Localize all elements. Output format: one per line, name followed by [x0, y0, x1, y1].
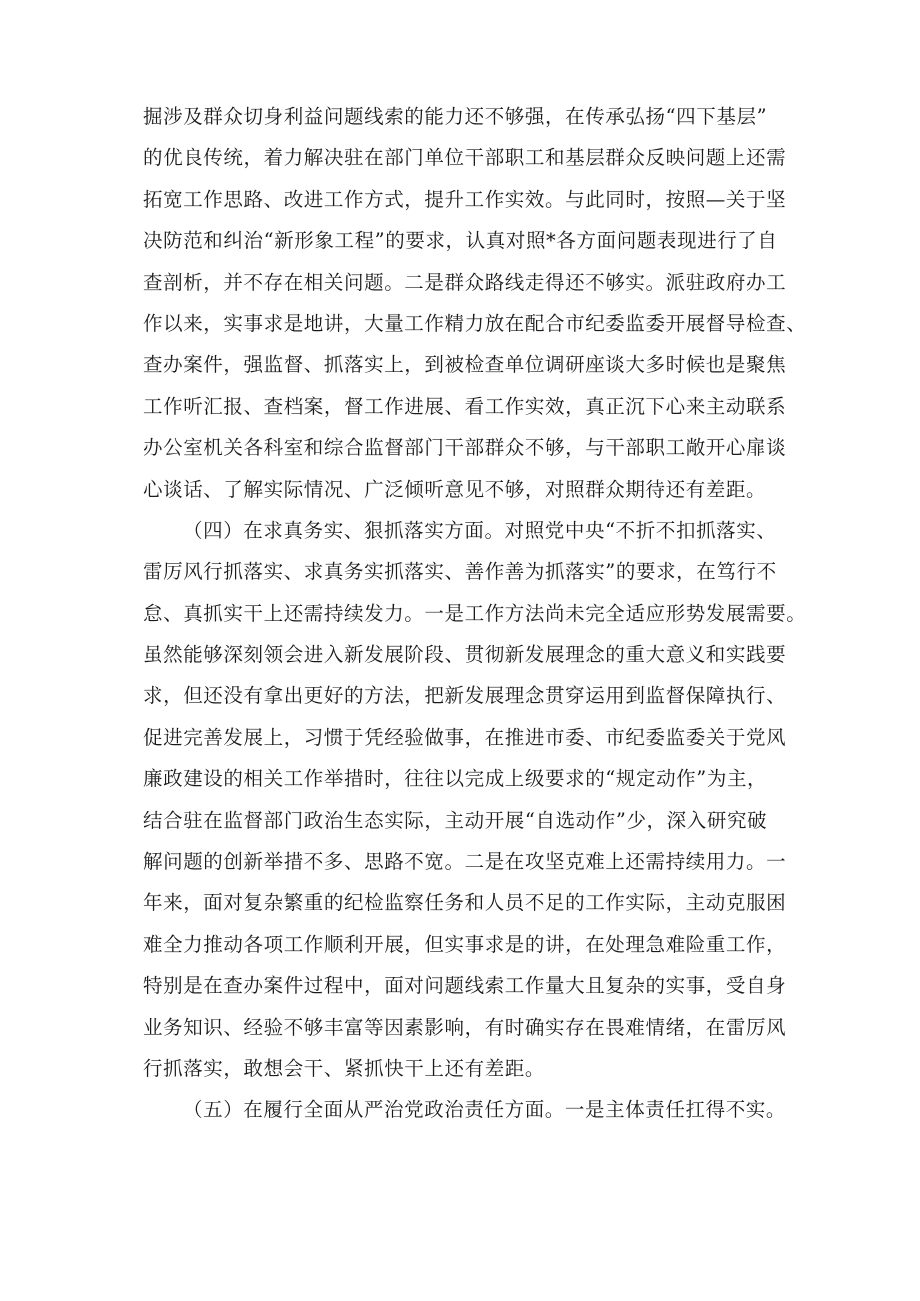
text-line: 心谈话、了解实际情况、广泛倾听意见不够，对照群众期待还有差距。 [143, 477, 767, 501]
text-line: 业务知识、经验不够丰富等因素影响，有时确实存在畏难情绪，在雷厉风 [143, 1015, 787, 1039]
text-line: 掘涉及群众切身利益问题线索的能力还不够强，在传承弘扬“四下基层” [143, 105, 768, 128]
text-line: 工作听汇报、查档案，督工作进展、看工作实效，真正沉下心来主动联系 [143, 394, 787, 418]
text-line: 行抓落实，敢想会干、紧抓快干上还有差距。 [143, 1056, 546, 1080]
text-line: 促进完善发展上，习惯于凭经验做事，在推进市委、市纪委监委关于党风 [143, 725, 787, 749]
text-line: 求，但还没有拿出更好的方法，把新发展理念贯穿运用到监督保障执行、 [143, 684, 787, 708]
paragraph-heading-line: （四）在求真务实、狠抓落实方面。对照党中央“不折不扣抓落实、 [183, 518, 777, 542]
text-line: 廉政建设的相关工作举措时，往往以完成上级要求的“规定动作”为主， [143, 767, 768, 791]
text-line: 怠、真抓实干上还需持续发力。一是工作方法尚未完全适应形势发展需要。 [143, 601, 807, 625]
text-line: 拓宽工作思路、改进工作方式，提升工作实效。与此同时，按照—关于坚 [143, 187, 787, 211]
text-line: 查办案件，强监督、抓落实上，到被检查单位调研座谈大多时候也是聚焦 [143, 353, 787, 377]
text-line: 年来，面对复杂繁重的纪检监察任务和人员不足的工作实际，主动克服困 [143, 891, 787, 915]
text-line: 雷厉风行抓落实、求真务实抓落实、善作善为抓落实”的要求，在笃行不 [143, 560, 777, 584]
text-line: 特别是在查办案件过程中，面对问题线索工作量大且复杂的实事，受自身 [143, 974, 787, 998]
text-line: 办公室机关各科室和综合监督部门干部群众不够，与干部职工敞开心扉谈 [143, 436, 787, 460]
text-line: 虽然能够深刻领会进入新发展阶段、贯彻新发展理念的重大意义和实践要 [143, 643, 787, 667]
text-line: 结合驻在监督部门政治生态实际，主动开展“自选动作”少，深入研究破 [143, 808, 768, 832]
text-line: 解问题的创新举措不多、思路不宽。二是在攻坚克难上还需持续用力。一 [143, 850, 787, 874]
document-body [143, 96, 863, 1131]
text-line: 作以来，实事求是地讲，大量工作精力放在配合市纪委监委开展督导检查、 [143, 311, 807, 335]
text-line: 难全力推动各项工作顺利开展，但实事求是的讲，在处理急难险重工作， [143, 932, 787, 956]
text-line: 决防范和纠治“新形象工程”的要求，认真对照*各方面问题表现进行了自 [143, 229, 778, 253]
paragraph-heading-line: （五）在履行全面从严治党政治责任方面。一是主体责任扛得不实。 [183, 1098, 787, 1122]
text-line: 的优良传统，着力解决驻在部门单位干部职工和基层群众反映问题上还需 [143, 146, 787, 170]
text-line: 查剖析，并不存在相关问题。二是群众路线走得还不够实。派驻政府办工 [143, 270, 787, 294]
